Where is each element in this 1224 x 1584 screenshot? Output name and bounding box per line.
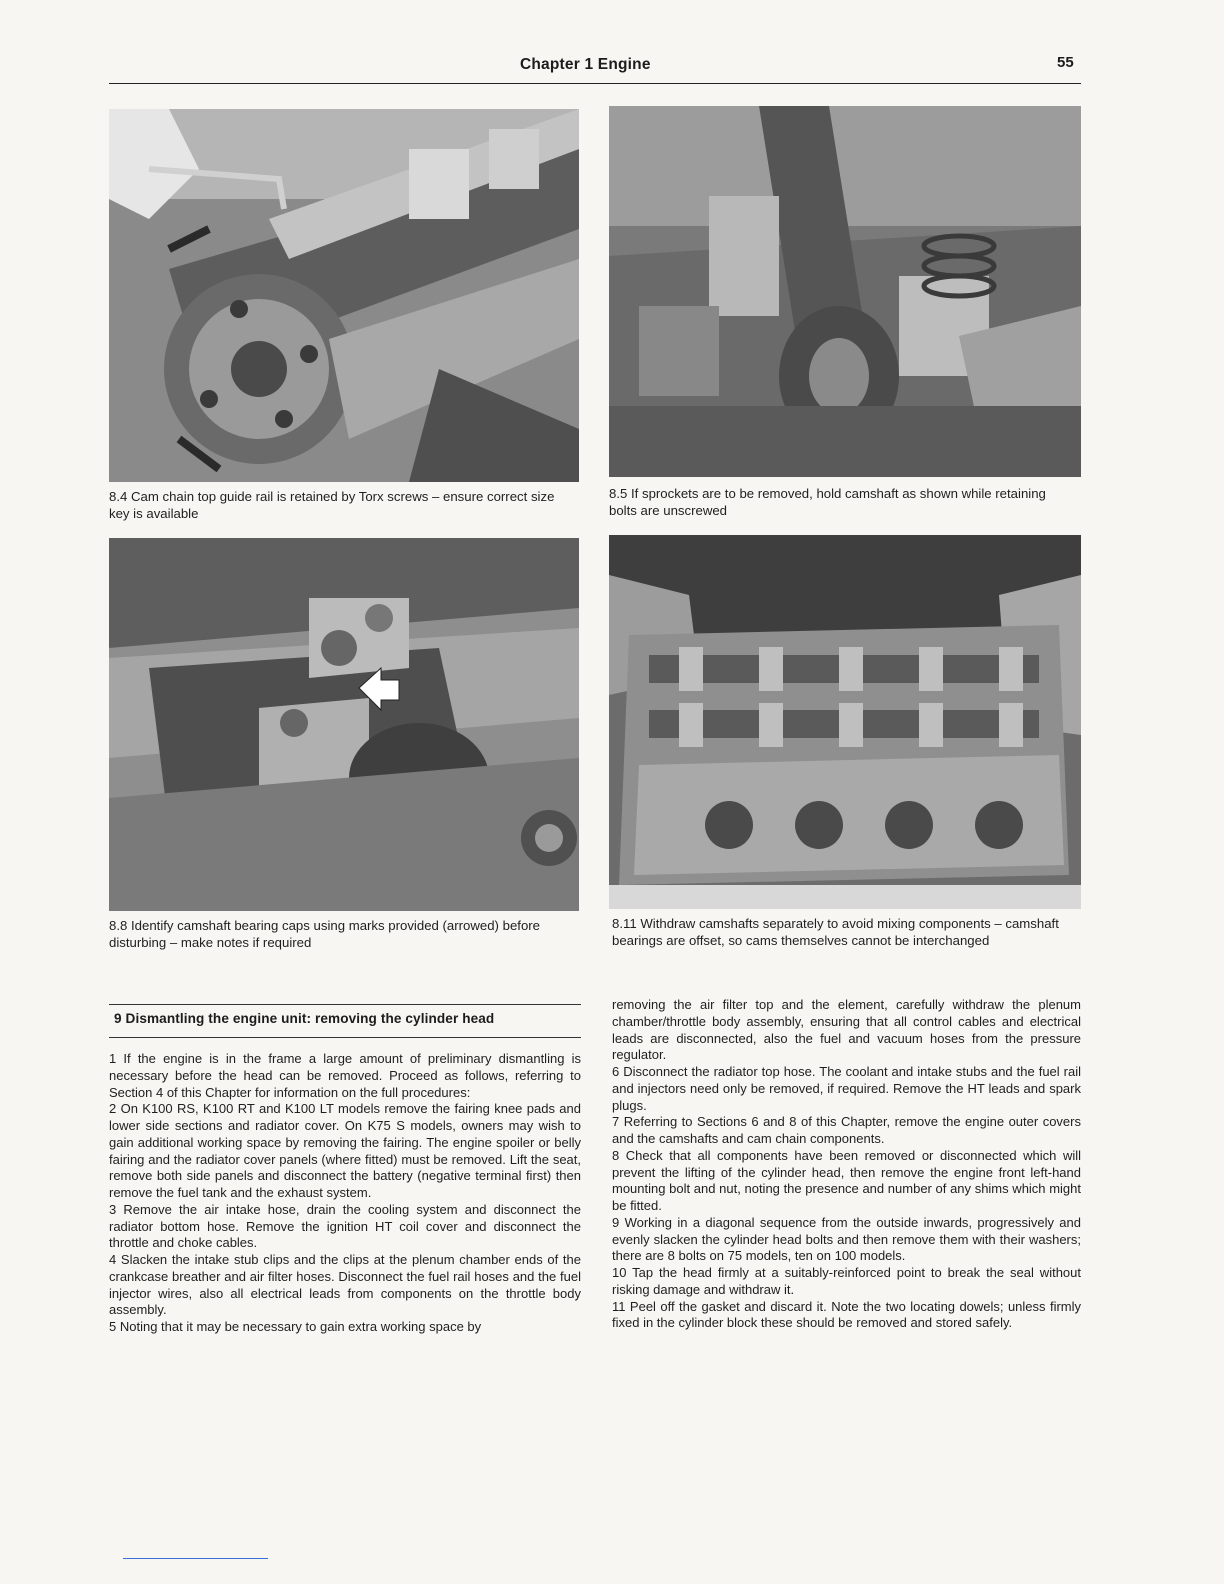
- paragraph-10: 10 Tap the head firmly at a suitably-reinforced point to break the seal without risking damage and withdraw it.: [612, 1265, 1081, 1297]
- paragraph-6: 6 Disconnect the radiator top hose. The coolant and intake stubs and the fuel rail and injectors need only be removed, if required. Remove the HT leads and spark plugs.: [612, 1064, 1081, 1113]
- footer-link-line: [123, 1558, 268, 1559]
- paragraph-7: 7 Referring to Sections 6 and 8 of this Chapter, remove the engine outer covers and the camshafts and cam chain components.: [612, 1114, 1081, 1146]
- paragraph-8: 8 Check that all components have been removed or disconnected which will prevent the lifting of the cylinder head, then remove the engine front left-hand mounting bolt and nut, noting the presence and number of any shims which might be fitted.: [612, 1147, 1081, 1213]
- photo-holding-camshaft: [609, 106, 1081, 477]
- paragraph-4: 4 Slacken the intake stub clips and the clips at the plenum chamber ends of the crankcase breather and air filter hoses. Disconnect the fuel rail hoses and the fuel injector wires, also all electrical leads from components on the throttle body assembly.: [109, 1252, 581, 1318]
- paragraph-11: 11 Peel off the gasket and discard it. Note the two locating dowels; unless firmly fixed in the cylinder block these should be removed and stored safely.: [612, 1298, 1081, 1331]
- photo-withdraw-camshafts-graphic: [609, 535, 1081, 909]
- caption-8-5: 8.5 If sprockets are to be removed, hold camshaft as shown while retaining bolts are unscrewed: [609, 486, 1046, 518]
- header-rule: [109, 83, 1081, 84]
- paragraph-5-continued: removing the air filter top and the element, carefully withdraw the plenum chamber/throttle body assembly, ensuring that all control cables and electrical leads are disconnected, also the fuel and vacuum hoses from the pressure regulator.: [612, 997, 1081, 1063]
- caption-8-4: 8.4 Cam chain top guide rail is retained by Torx screws – ensure correct size key is available: [109, 489, 555, 521]
- caption-8-11: 8.11 Withdraw camshafts separately to avoid mixing components – camshaft bearings are offset, so cams themselves cannot be interchanged: [612, 916, 1059, 948]
- caption-8-8: 8.8 Identify camshaft bearing caps using marks provided (arrowed) before disturbing – make notes if required: [109, 918, 541, 950]
- paragraph-9: 9 Working in a diagonal sequence from the outside inwards, progressively and evenly slacken the cylinder head bolts and then remove them with their washers; there are 8 bolts on 75 models, ten on 100 models.: [612, 1214, 1081, 1264]
- photo-withdraw-camshafts: [609, 535, 1081, 909]
- paragraph-1: 1 If the engine is in the frame a large amount of preliminary dismantling is necessary before the head can be removed. Proceed as follows, referring to Section 4 of this Chapter for information on the full procedures:: [109, 1051, 581, 1100]
- paragraph-3: 3 Remove the air intake hose, drain the cooling system and disconnect the radiator bottom hose. Remove the ignition HT coil cover and disconnect the throttle and choke cables.: [109, 1201, 581, 1251]
- section-heading-box: [109, 1004, 581, 1038]
- paragraph-5: 5 Noting that it may be necessary to gain extra working space by: [109, 1319, 482, 1334]
- section-heading: 9 Dismantling the engine unit: removing the cylinder head: [114, 1011, 495, 1026]
- photo-bearing-caps-arrowed-graphic: [109, 538, 579, 911]
- photo-bearing-caps-arrowed: [109, 538, 579, 911]
- photo-cam-chain-guide-rail: [109, 109, 579, 482]
- body-right-column: [612, 997, 1081, 1332]
- photo-cam-chain-guide-rail-graphic: [109, 109, 579, 482]
- photo-holding-camshaft-graphic: [609, 106, 1081, 477]
- page-number: 55: [1057, 54, 1074, 71]
- body-left-column: [109, 1051, 581, 1336]
- chapter-title: Chapter 1 Engine: [520, 56, 651, 73]
- paragraph-2: 2 On K100 RS, K100 RT and K100 LT models remove the fairing knee pads and lower side sections and radiator cover. On K75 S models, owners may wish to gain additional working space by removing the fairing. The engine spoiler or belly fairing and the radiator cover panels (where fitted) must be removed. Lift the seat, remove both side panels and disconnect the battery (negative terminal first) then remove the fuel tank and the exhaust system.: [109, 1101, 581, 1200]
